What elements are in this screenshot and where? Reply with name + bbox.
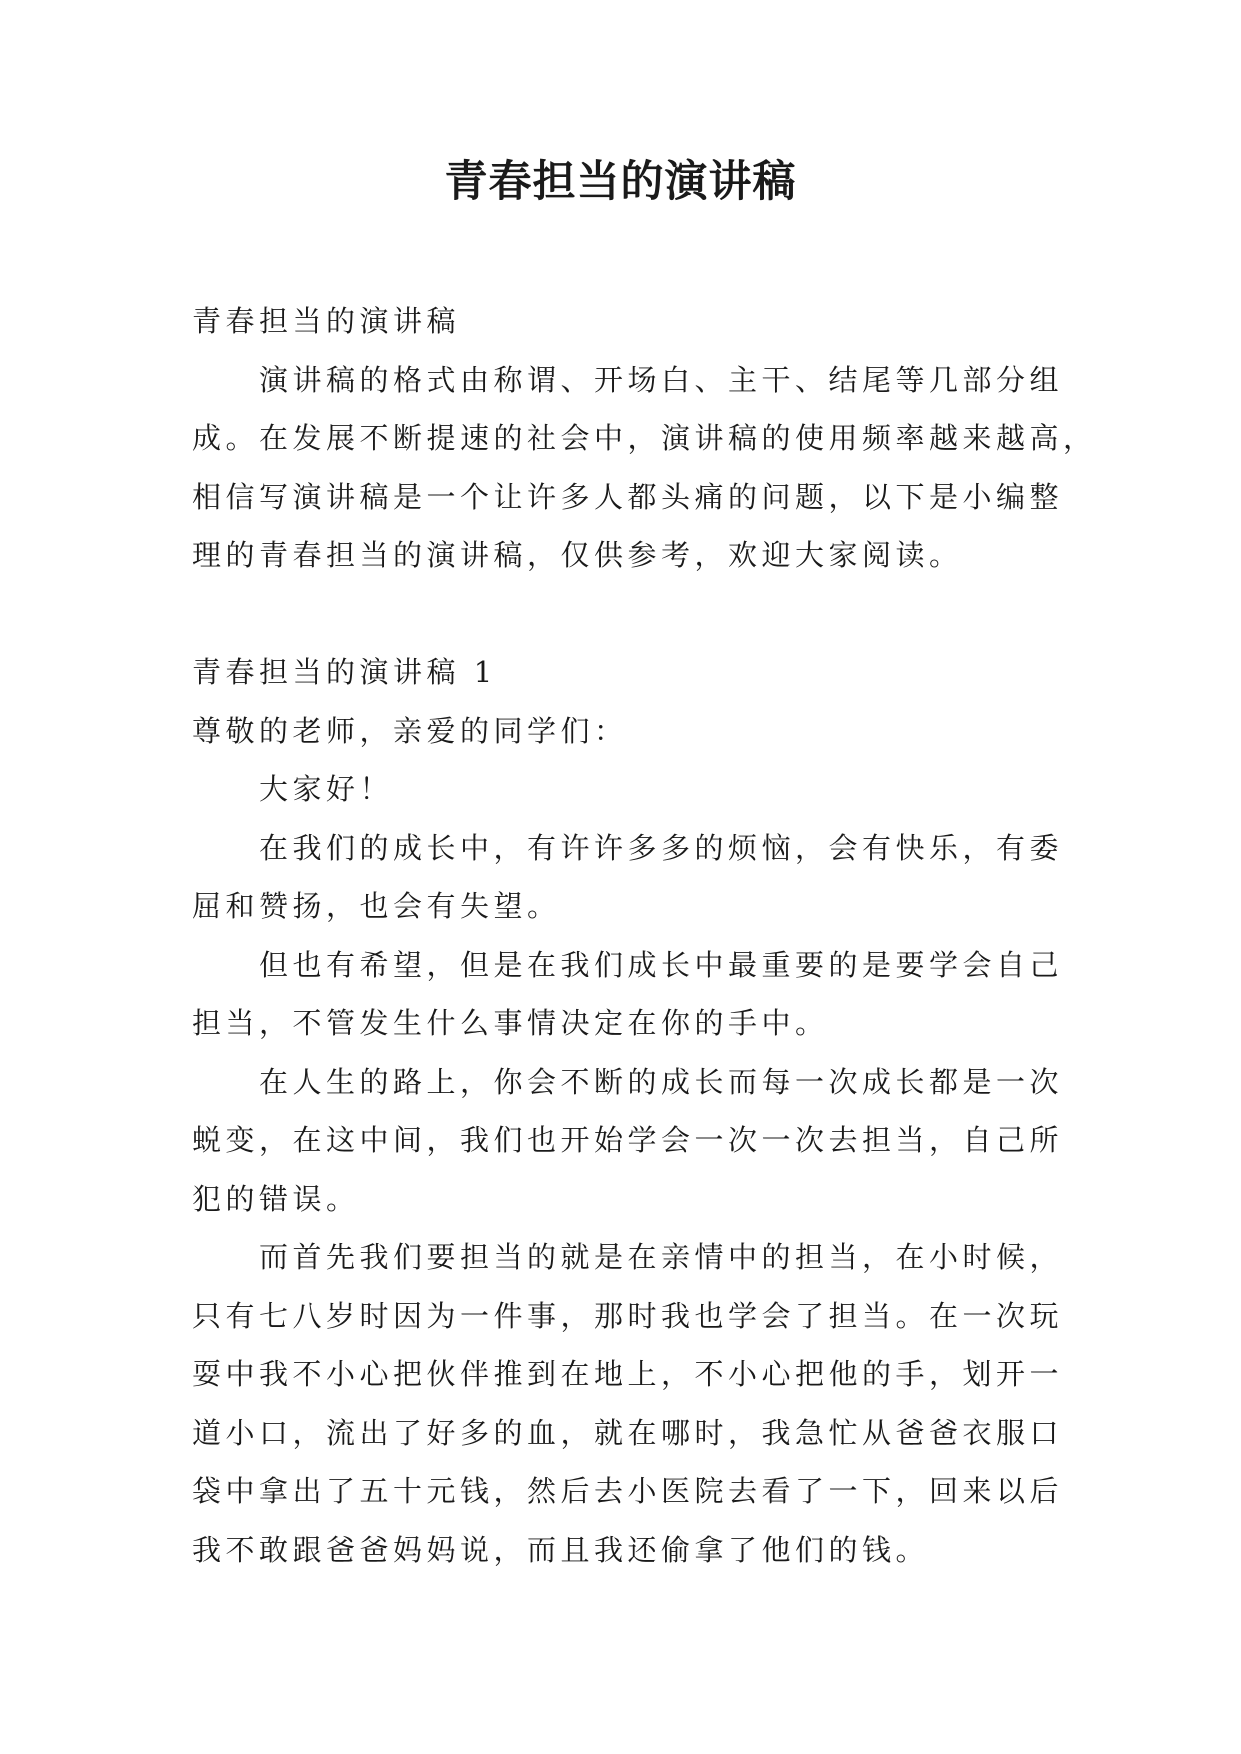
text-line: 相信写演讲稿是一个让许多人都头痛的问题，以下是小编整 [192, 479, 1064, 514]
text-line: 青春担当的演讲稿 [192, 304, 461, 338]
text-line: 我不敢跟爸爸妈妈说，而且我还偷拿了他们的钱。 [192, 1532, 930, 1567]
document-body [192, 292, 1097, 1579]
text-line: 道小口，流出了好多的血，就在哪时，我急忙从爸爸衣服口 [192, 1415, 1064, 1450]
blank-line [192, 585, 1052, 644]
text-line: 但也有希望，但是在我们成长中最重要的是要学会自己 [259, 947, 1064, 982]
text-line: 大家好！ [259, 772, 394, 806]
text-line: 耍中我不小心把伙伴推到在地上，不小心把他的手，划开一 [192, 1357, 1064, 1391]
text-line: 只有七八岁时因为一件事，那时我也学会了担当。在一次玩 [192, 1298, 1064, 1333]
text-line: 青春担当的演讲稿 1 [192, 655, 497, 689]
text-line: 而首先我们要担当的就是在亲情中的担当，在小时候， [259, 1240, 1064, 1274]
text-line: 在我们的成长中，有许许多多的烦恼，会有快乐，有委 [259, 830, 1064, 865]
text-line: 袋中拿出了五十元钱，然后去小医院去看了一下，回来以后 [192, 1474, 1064, 1508]
text-line: 蜕变，在这中间，我们也开始学会一次一次去担当，自己所 [192, 1123, 1064, 1157]
document-title: 青春担当的演讲稿 [444, 157, 797, 207]
text-line: 犯的错误。 [192, 1181, 360, 1216]
text-line: 理的青春担当的演讲稿，仅供参考，欢迎大家阅读。 [192, 538, 963, 572]
text-line: 担当，不管发生什么事情决定在你的手中。 [192, 1006, 829, 1040]
text-line: 成。在发展不断提速的社会中，演讲稿的使用频率越来越高， [192, 421, 1097, 455]
text-line: 尊敬的老师，亲爱的同学们： [192, 713, 628, 748]
text-line: 在人生的路上，你会不断的成长而每一次成长都是一次 [259, 1064, 1064, 1099]
text-line: 演讲稿的格式由称谓、开场白、主干、结尾等几部分组 [259, 362, 1064, 397]
text-line: 屈和赞扬，也会有失望。 [192, 889, 561, 923]
